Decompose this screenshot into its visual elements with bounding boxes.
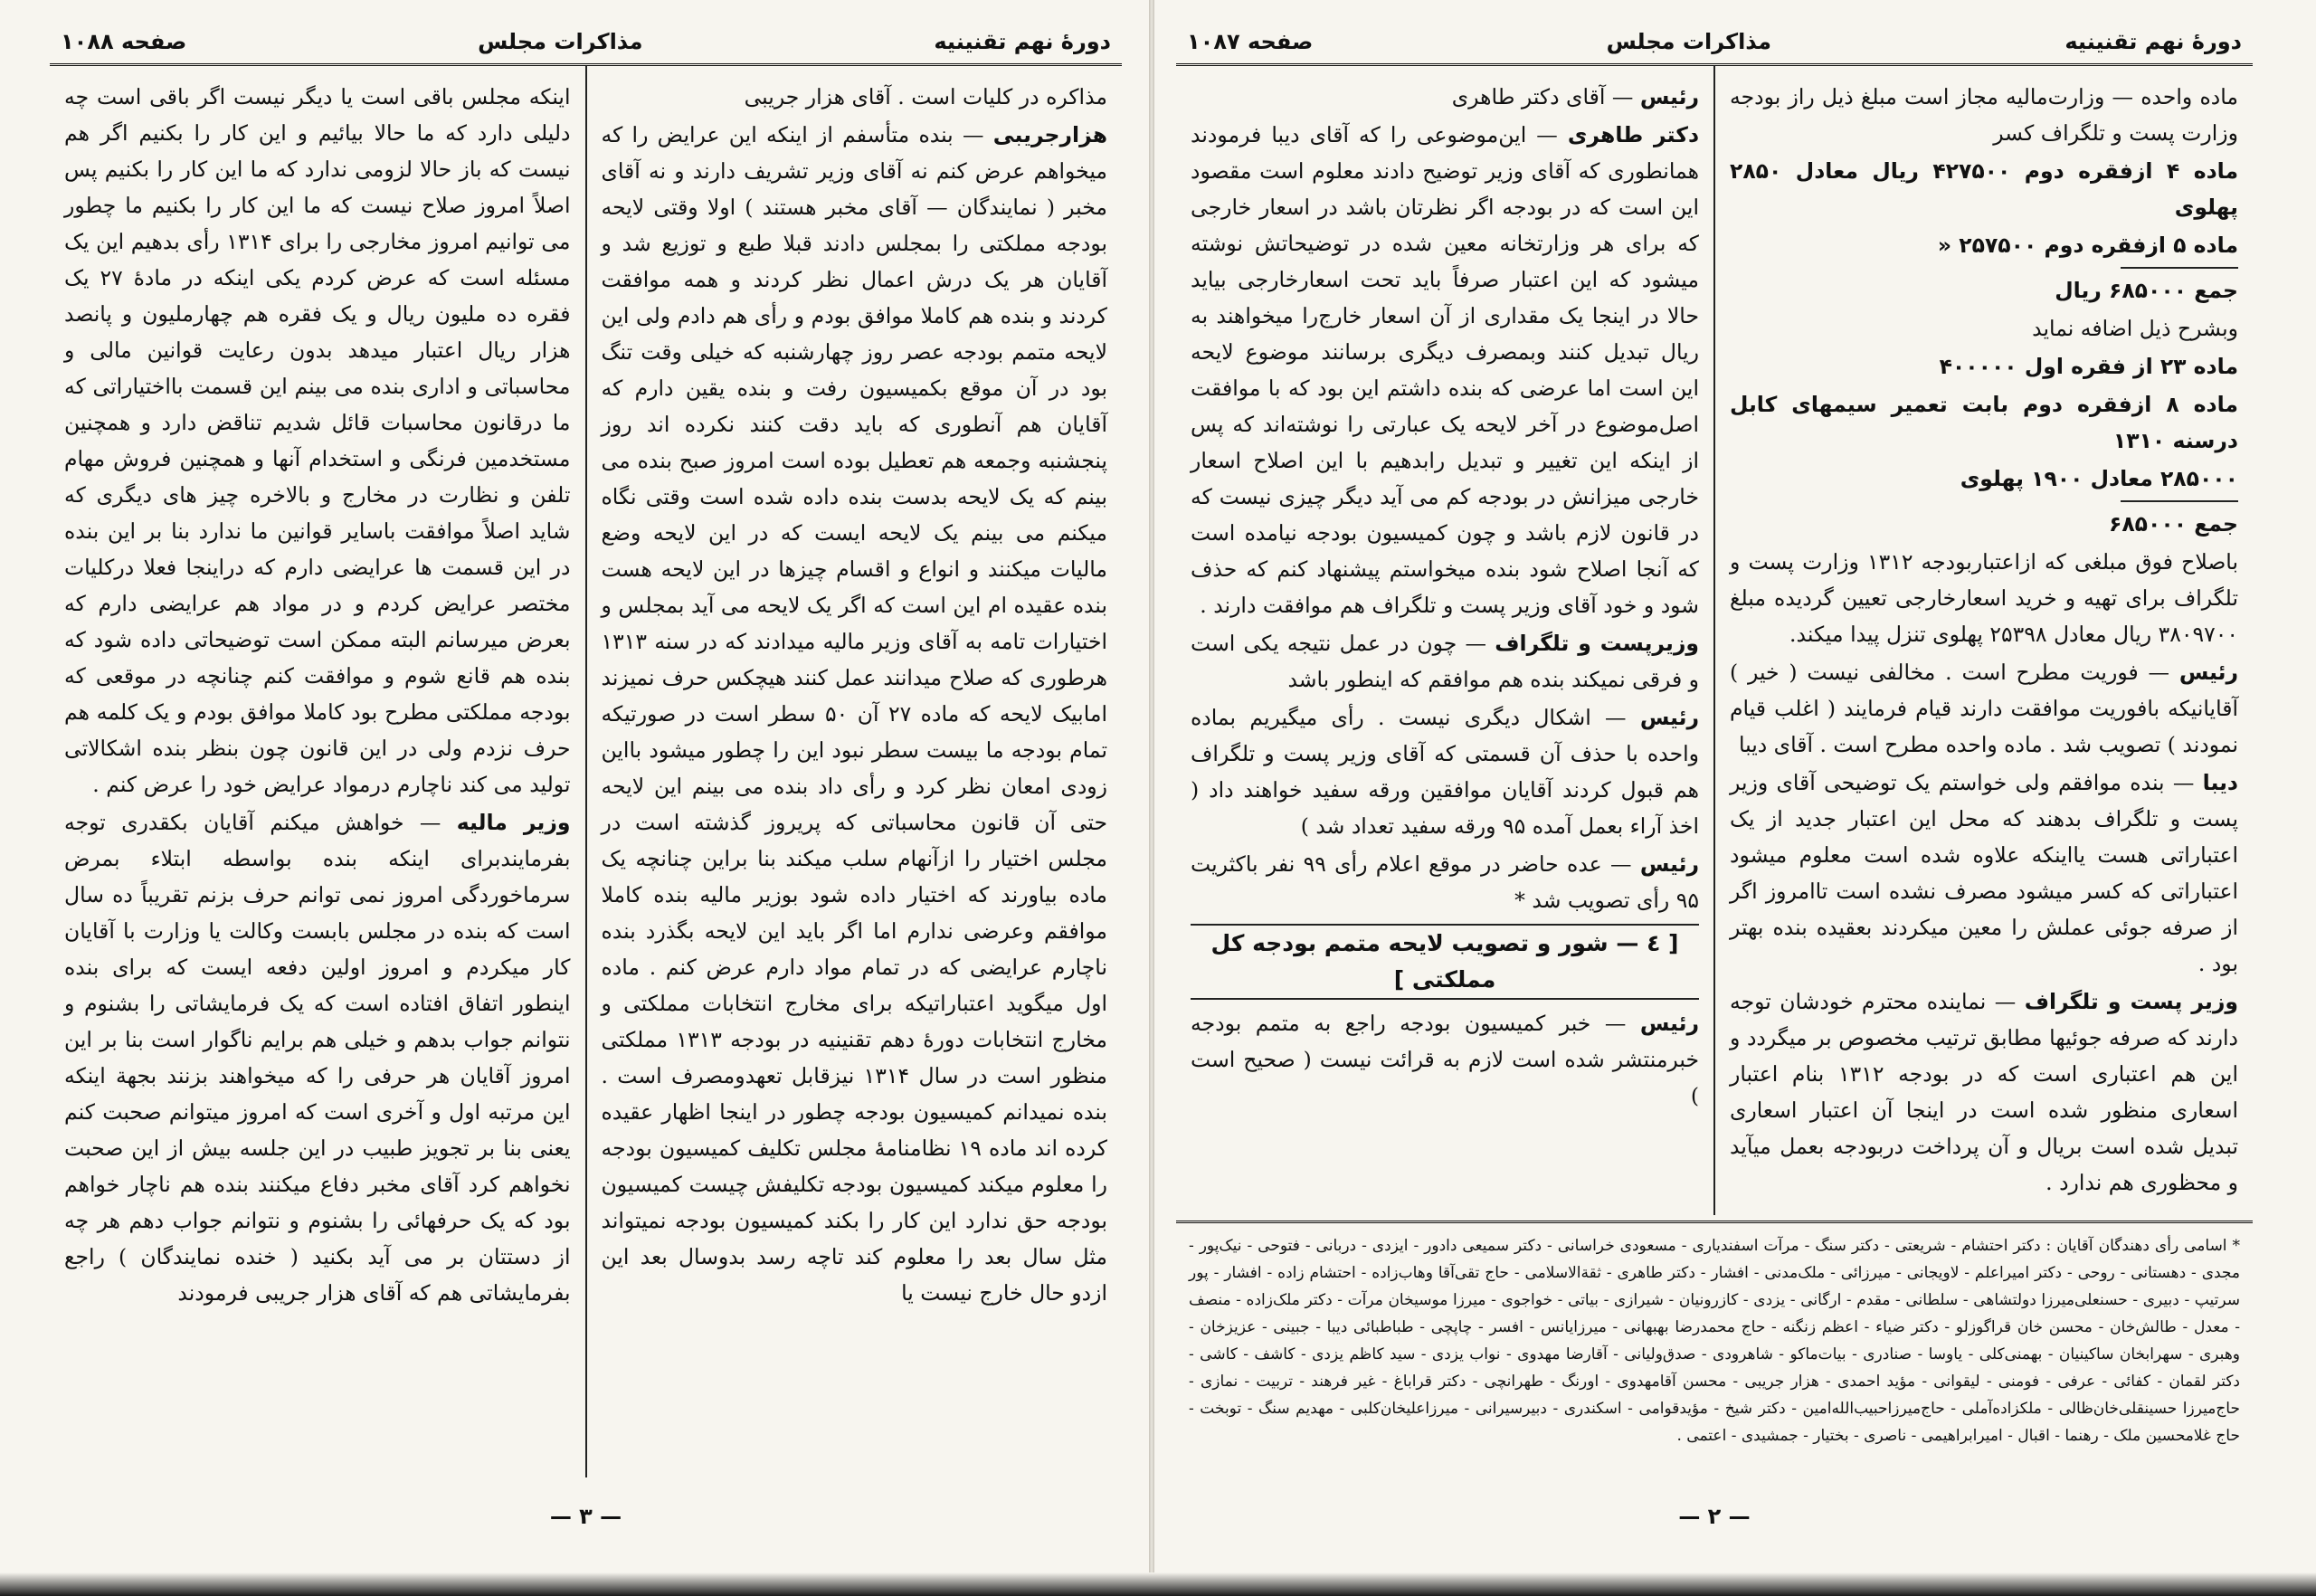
paragraph [602,117,1108,1311]
book-gutter [1149,0,1154,1596]
budget-line: ۲۸۵۰۰۰ معادل ۱۹۰۰ پهلوی [1960,466,2238,491]
paragraph-text: — بنده متأسفم از اینکه این عرایض را که میخواهم عرض کنم نه آقای وزیر تشریف دارند و نه آقای مخبر ( نمایندگان — آقای مخبر هستند ) اولا وقتی لایحه بودجه مملکتی را بمجلس دادند قبلا طبع و توزیع شد و آقایان هر یک درش اعمال نظر کردند و همه موافقت کردند و بنده هم کاملا موافق بودم و رأی هم دادم ولی این لایحه متمم بودجه عصر روز چهارشنبه که خیلی وقت تنگ بود در آن موقع بکمیسیون رفت و بنده یقین دارم که آقایان هم آنطوری که باید دقت کنند نکرده اند روز پنجشنبه وجمعه هم تعطیل بوده است امروز صبح بنده می بینم که یک لایحه بدست بنده داده شده است وقتی نگاه میکنم می بینم یک لایحه ایست که در این لایحه وضع مالیات میکنند و انواع و اقسام چیزها در این لایحه هست بنده عقیده ام این است که اگر یک لایحه می آید بمجلس و اختیارات تامه به آقای وزیر مالیه میدادند که در سنه ۱۳۱۳ هرطوری که صلاح میدانند عمل کنند هیچکس حرف نمیزند امابیک لایحه که ماده ۲۷ آن ۵۰ سطر است در صورتیکه تمام بودجه ما بیست سطر نبود این را چطور میشود بااین زودی امعان نظر کرد و رأی داد بنده می بینم این لایحه حتی آن قانون محاسباتی که پریروز گذشته است در مجلس اختیار را ازآنهام سلب میکند بنا براین چنانچه یک ماده بیاورند که اختیار داده شود بوزیر مالیه بنده کاملا موافقم وعرضی ندارم اما اگر باید این لایحه بگذرد بنده ناچارم عرایضی که در تمام مواد دارم عرض کنم . ماده اول میگوید اعتباراتیکه برای مخارج انتخابات مملکتی و مخارج انتخابات دورهٔ دهم تقنینیه در بودجه ۱۳۱۳ مملکتی منظور است در سال ۱۳۱۴ نیزقابل تعهدومصرف است . بنده نمیدانم کمیسیون بودجه چطور در اینجا اظهار عقیده کرده اند ماده ۱۹ نظامنامهٔ مجلس تکلیف کمیسیون بودجه را معلوم میکند کمیسیون بودجه تکلیفش چیست کمیسیون بودجه حق ندارد این کار را بکند کمیسیون بودجه نمیتواند مثل سال بعد را معلوم کند تاچه رسد بدوسال بعد این ازدو حال خارج نیست یا [601,122,1107,1306]
paragraph-text: — خبر کمیسیون بودجه راجع به متمم بودجه خبرمنتشر شده است لازم به قرائت نیست ( صحیح است ) [1191,1011,1699,1108]
paragraph [1191,846,1699,918]
budget-sum: جمع ۶۸۵۰۰۰ [2109,511,2238,537]
speaker-name: رئیس [2178,660,2238,685]
sum-rule [2121,500,2238,502]
right-page-columns [1176,66,2253,1215]
paragraph [1191,625,1699,698]
paragraph [1191,117,1699,623]
paragraph [602,79,1108,115]
paragraph [1191,699,1699,844]
paragraph [1191,79,1699,115]
sum-rule [2121,267,2238,269]
right-page-footer-number: — ۲ — [1678,1504,1751,1529]
left-page [50,18,1122,1556]
right-page-header [1176,18,2253,66]
left-page-column-left [50,66,587,1477]
publication-title: مذاکرات مجلس [1606,29,1772,54]
budget-sum: جمع ۶۸۵۰۰۰ ریال [2055,278,2238,303]
speaker-name: رئیس [1639,84,1699,109]
voters-footnote: * اسامی رأی دهندگان آقایان : دکتر احتشام - شریعتی - دکتر سنگ - مرآت اسفندیاری - مسعودی خراسانی - دکتر سمیعی دادور - ایزدی - دربانی - فتوحی - نیک‌پور - مجدی - دهستانی - روحی - دکتر امیراعلم - لاویجانی - میرزائی - ملک‌مدنی - افشار - دکتر طاهری - ثقةالاسلامی - حاج تقی‌آقا وهاب‌زاده - احتشام زاده - افشار - پور سرتیپ - دبیری - حسنعلی‌میرزا دولتشاهی - سلطانی - مقدم - ارگانی - یزدی - کازرونیان - شیرازی - بیاتی - خواجوی - میرزا موسیخان مرآت - دکتر ملک‌زاده - منصف - معدل - طالش‌خان - محسن خان قراگوزلو - دکتر ضیاء - اعظم زنگنه - حاج محمدرضا بهبهانی - میرزایانس - افسر - چاپچی - طباطبائی دیبا - جبینی - عزیزخان - وهبری - سهرابخان ساکینیان - بهمنی‌کلی - یاوسا - صنادری - بیات‌ماکو - شاهرودی - صدق‌ولیانی - آقارضا مهدوی - نواب یزدی - سید کاظم یزدی - کاشف - کاشی - دکتر لقمان - کفائی - عرفی - فومنی - لیقوانی - مؤید احمدی - هزار جریبی - محسن آقامهدوی - اورنگ - طهرانچی - دکتر قراباغ - غیر فرهند - تربیت - نمازی - حاج‌میرزا حسینقلی‌خان‌ظالی - ملکزاده‌آملی - حاج‌میرزاحبیب‌الله‌امین - دکتر شیخ - مؤیدقوامی - اسکندری - دبیرسیرانی - میرزاعلیخان‌کلبی - مهدیم سنگ - توبخت - حاج غلامحسین ملک - رهنما - اقبال - امیرابراهیمی - ناصری - بختیار - جمشیدی - اعتمی . [1176,1221,2253,1449]
left-page-header [50,18,1122,66]
speaker-name: وزیر پست و تلگراف [2024,989,2238,1014]
speaker-name: رئیس [1639,851,1699,877]
paragraph-text: — اشکال دیگری نیست . رأی میگیریم بماده واحده با حذف آن قسمتی که آقای وزیر پست و تلگراف هم قبول کردند آقایان موافقین ورقه سفید خواهند داد ( اخذ آراء بعمل آمده ۹۵ ورقه سفید تعداد شد ) [1191,705,1699,839]
paragraph-text: — این‌موضوعی را که آقای دیبا فرمودند همانطوری که آقای وزیر توضیح دادند معلوم است مقصود این است که در بودجه اگر نظرتان باشد در اسعار خارجی که برای هر وزارتخانه معین شده در توضیحاتش نوشته میشود که این اعتبار صرفاً باید تحت اسعارخارجی بیاید حالا در اینجا یک مقداری از آن اسعار خارج‌را میخواهند به ریال تبدیل کنند وبمصرف دیگری برسانند موضوع لایحه این است اما عرضی که بنده داشتم این بود که با موافقت اصل‌موضوع در آخر لایحه یک عبارتی را نوشته‌اند که پس از اینکه این تغییر و تبدیل رابدهیم با این اصلاح اسعار خارجی میزانش در بودجه کم می آید دیگر چیزی نیست که در قانون لازم باشد و چون کمیسیون بودجه نیامده است که آنجا اصلاح شود بنده میخواستم پیشنهاد کنم که حذف شود و خود آقای وزیر پست و تلگراف هم موافقت دارند . [1191,122,1699,618]
paragraph-text: اینکه مجلس باقی است یا دیگر نیست اگر باقی است چه دلیلی دارد که ما حالا بیائیم و این کار را بکنیم اگر هم نیست که باز حالا لزومی ندارد که ما این کار را بکنیم پس اصلاً امروز صلاح نیست که ما این کار را بکنیم ما چطور می توانیم امروز مخارجی را برای ۱۳۱۴ رأی بدهیم این یک مسئله است که عرض کردم یکی اینکه در مادهٔ ۲۷ یک فقره ده ملیون ریال و یک فقره هم چهارملیون و پانصد هزار ریال اعتبار میدهد بدون رعایت قوانین مالی و محاسباتی و اداری بنده می بینم این قسمت بااختیاراتی که ما درقانون محاسبات قائل شدیم تناقض دارد و همچنین مستخدمین فرنگی و استخدام آنها و همچنین فروش مهام تلفن و نظارت در مخارج و بالاخره چیز های دیگری که شاید اصلاً موافقت باسایر قوانین ما ندارد بنا بر این بنده در این قسمت ها عرایضی دارم که دراینجا فعلا درکلیات مختصر عرایض کردم و در مواد هم عرایضی دارم که بعرض میرسانم البته ممکن است توضیحاتی داده شود که بنده هم قانع شوم و موافقت کنم چنانچه در موقعی که بودجه مملکتی مطرح بود کاملا موافق بودم و یک کلمه هم حرف نزدم ولی در این قانون چون بنظر بنده اشکالاتی تولید می کند ناچارم درمواد عرایض خود را عرض کنم . [64,84,571,797]
paragraph [1730,765,2238,982]
article-text: باصلاح فوق مبلغی که ازاعتباربودجه ۱۳۱۲ وزارت پست و تلگراف برای تهیه و خرید اسعارخارجی تعیین گردیده مبلغ ۳۸۰۹۷۰۰ ریال معادل ۲۵۳۹۸ پهلوی تنزل پیدا میکند. [1730,549,2238,647]
right-page-column-left [1176,66,1715,1215]
speaker-name: دکتر طاهری [1567,122,1699,147]
article-text: وبشرح ذیل اضافه نماید [2032,316,2238,341]
session-title: دورهٔ نهم تقنینیه [934,29,1111,54]
paragraph-text: — چون در عمل نتیجه یکی است و فرقی نمیکند بنده هم موافقم که اینطور باشد [1191,631,1699,692]
section-heading: [ ٤ — شور و تصویب لایحه متمم بودجه کل مملکتی ] [1191,924,1699,1000]
speaker-name: هزارجریبی [992,122,1107,147]
speaker-name: دیبا [2202,770,2238,795]
paragraph [1730,654,2238,763]
budget-line: ماده ۲۳ از فقره اول ۴۰۰۰۰۰ [1939,354,2238,379]
paragraph-text: — آقای دکتر طاهری [1451,84,1634,109]
budget-line: ماده ۵ ازفقره دوم ۲۵۷۵۰۰ « [1937,233,2238,258]
budget-line: ماده ۸ ازفقره دوم بابت تعمیر سیمهای کابل درسنه ۱۳۱۰ [1730,392,2238,453]
speaker-name: رئیس [1639,705,1699,730]
scan-bottom-edge [0,1572,2316,1596]
session-title: دورهٔ نهم تقنینیه [2064,29,2242,54]
paragraph-text: — فوریت مطرح است . مخالفی نیست ( خیر ) آقایانیکه بافوریت موافقت دارند قیام فرمایند ( اغلب قیام نمودند ) تصویب شد . ماده واحده مطرح است . آقای دیبا [1730,660,2238,757]
publication-title: مذاکرات مجلس [478,29,643,54]
page-number: صفحه ۱۰۸۷ [1187,29,1314,54]
paragraph [1730,983,2238,1201]
speaker-name: وزیرپست و تلگراف [1495,631,1699,656]
page-number: صفحه ۱۰۸۸ [61,29,187,54]
paragraph [64,79,571,803]
paragraph [1191,1005,1699,1114]
budget-line: ماده ۴ ازفقره دوم ۴۲۷۵۰۰ ریال معادل ۲۸۵۰ پهلوی [1730,158,2238,220]
paragraph-text: — خواهش میکنم آقایان بکقدری توجه بفرمایندبرای اینکه بنده بواسطه ابتلاء بمرض سرماخوردگی امروز نمی توانم حرف بزنم تقریباً ده سال است که بنده در مجلس بابست وکالت یا وزارت با آقایان کار میکردم و امروز اولین دفعه ایست که برای بنده اینطور اتفاق افتاده است که یک فرمایشاتی را بشنوم و نتوانم جواب بدهم و خیلی هم برایم ناگوار است بنا بر این امروز آقایان هر حرفی را که میخواهند بزنند بجهة اینکه این مرتبه اول و آخری است که امروز میتوانم صحبت کنم یعنی بنا بر تجویز طبیب در این جلسه بیش از این صحبت نخواهم کرد آقای مخبر دفاع میکنند بنده هم ناچار خواهم بود که یک حرفهائی را بشنوم و نتوانم جواب دهم هر چه از دستتان بر می آید بکنید ( خنده نمایندگان ) راجع بفرمایشاتی هم که آقای هزار جریبی فرمودند [64,810,571,1306]
right-page-column-right [1715,66,2253,1215]
article-text: ماده واحده — وزارت‌مالیه مجاز است مبلغ ذیل راز بودجه وزارت پست و تلگراف کسر [1730,84,2238,146]
left-page-footer-number: — ۳ — [549,1504,622,1529]
right-page [1176,18,2253,1556]
paragraph-text: — بنده موافقم ولی خواستم یک توضیحی آقای وزیر پست و تلگراف بدهند که محل این اعتبار جدید از یک اعتباراتی هست یااینکه علاوه شده است معلوم میشود اعتباراتی که کسر میشود مصرف نشده است تاامروز اگر از صرفه جوئی عملش را معین میکردند بعقیده بنده بهتر بود . [1730,770,2238,976]
paragraph-text: مذاکره در کلیات است . آقای هزار جریبی [744,84,1107,109]
left-page-columns [50,66,1122,1477]
paragraph [64,804,571,1311]
speaker-name: وزیر مالیه [456,810,571,835]
paragraph-text: — عده حاضر در موقع اعلام رأی ۹۹ نفر باکثریت ۹۵ رأی تصویب شد * [1191,851,1699,913]
speaker-name: رئیس [1639,1011,1699,1036]
paragraph-text: — نماینده محترم خودشان توجه دارند که صرفه جوئیها مطابق ترتیب مخصوص بر میگردد و این هم اعتباری است که در بودجه ۱۳۱۲ بنام اعتبار اسعاری منظور شده است در اینجا آن اعتبار اسعاری تبدیل شده است بریال و آن پرداخت دربودجه بعمل میآید و محظوری هم ندارد . [1730,989,2238,1195]
left-page-column-right [587,66,1123,1477]
